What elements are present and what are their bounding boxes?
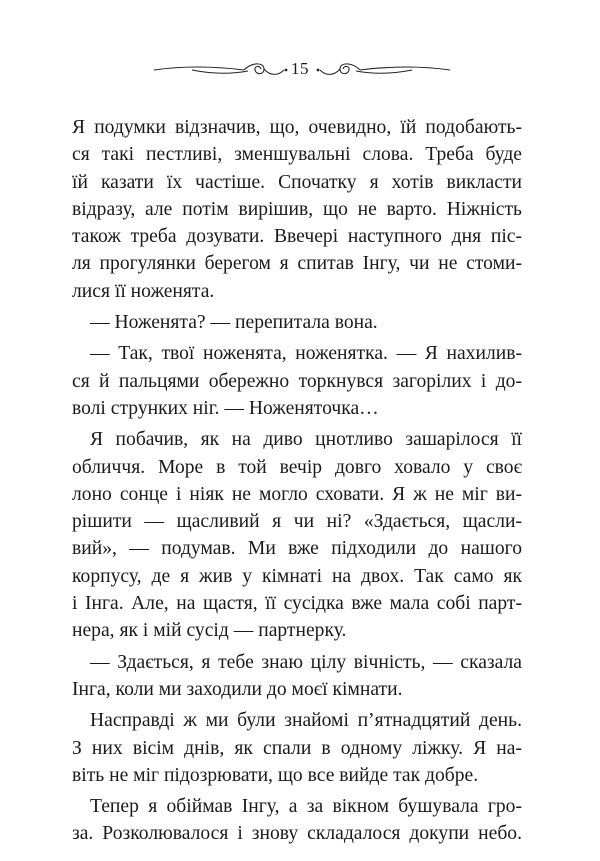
text-line: за. Розколювалося і знову складалося докупи небо. <box>72 823 522 845</box>
text-line: обличчя. Море в той вечір довго ховало у своє <box>72 456 522 478</box>
text-line: також треба дозувати. Ввечері наступного дня піс- <box>72 226 522 248</box>
text-line: відразу, але потім вирішив, що не варто. Ніжність <box>72 198 522 220</box>
ornament-flourish-right <box>312 56 452 84</box>
text-line: Я подумки відзначив, що, очевидно, їй подобають- <box>72 117 522 138</box>
page-number: 15 <box>291 59 309 78</box>
text-line: вий», — подумав. Ми вже підходили до нашого <box>72 538 522 560</box>
text-line: і Інга. Але, на щастя, її сусідка вже мала собі парт- <box>72 593 522 615</box>
text-line: ля прогулянки берегом я спитав Інгу, чи не стоми- <box>72 253 522 275</box>
text-line: З них вісім днів, як спали в одному ліжку. Я на- <box>72 737 522 759</box>
text-line: волі струнких ніг. — Ноженяточка… <box>72 397 379 419</box>
page-header <box>0 56 600 84</box>
text-line: Насправді ж ми були знайомі п’ятнадцятий день. <box>90 710 522 732</box>
text-line: — Так, твої ноженята, ноженятка. — Я нахилив- <box>90 343 522 365</box>
text-line: лися її ноженята. <box>72 280 215 302</box>
text-line: Інга, коли ми заходили до моєї кімнати. <box>72 678 403 700</box>
text-line: віть не міг підозрювати, що все вийде так добре. <box>72 764 479 786</box>
text-line: корпусу, де я жив у кімнаті на двох. Так само як <box>72 565 522 587</box>
text-line: нера, як і мій сусід — партнерку. <box>72 620 347 642</box>
text-line: їй казати їх частіше. Спочатку я хотів викласти <box>72 171 522 193</box>
text-line: лоно сонце і ніяк не могло сховати. Я ж не міг ви- <box>72 483 522 505</box>
text-line: — Здається, я тебе знаю цілу вічність, — сказала <box>90 651 522 673</box>
text-line: ся й пальцями обережно торкнувся загорілих і до- <box>72 370 522 392</box>
text-line: ся такі пестливі, зменшувальні слова. Треба буде <box>72 144 522 166</box>
body-text <box>72 114 522 848</box>
text-line: — Ноженята? — перепитала вона. <box>90 312 378 334</box>
text-line: Я побачив, як на диво цнотливо зашарілося її <box>90 429 522 451</box>
text-line: Тепер я обіймав Інгу, а за вікном бушувала гро- <box>90 796 522 818</box>
text-line: рішити — щасливий я чи ні? «Здається, щасли- <box>72 511 522 533</box>
